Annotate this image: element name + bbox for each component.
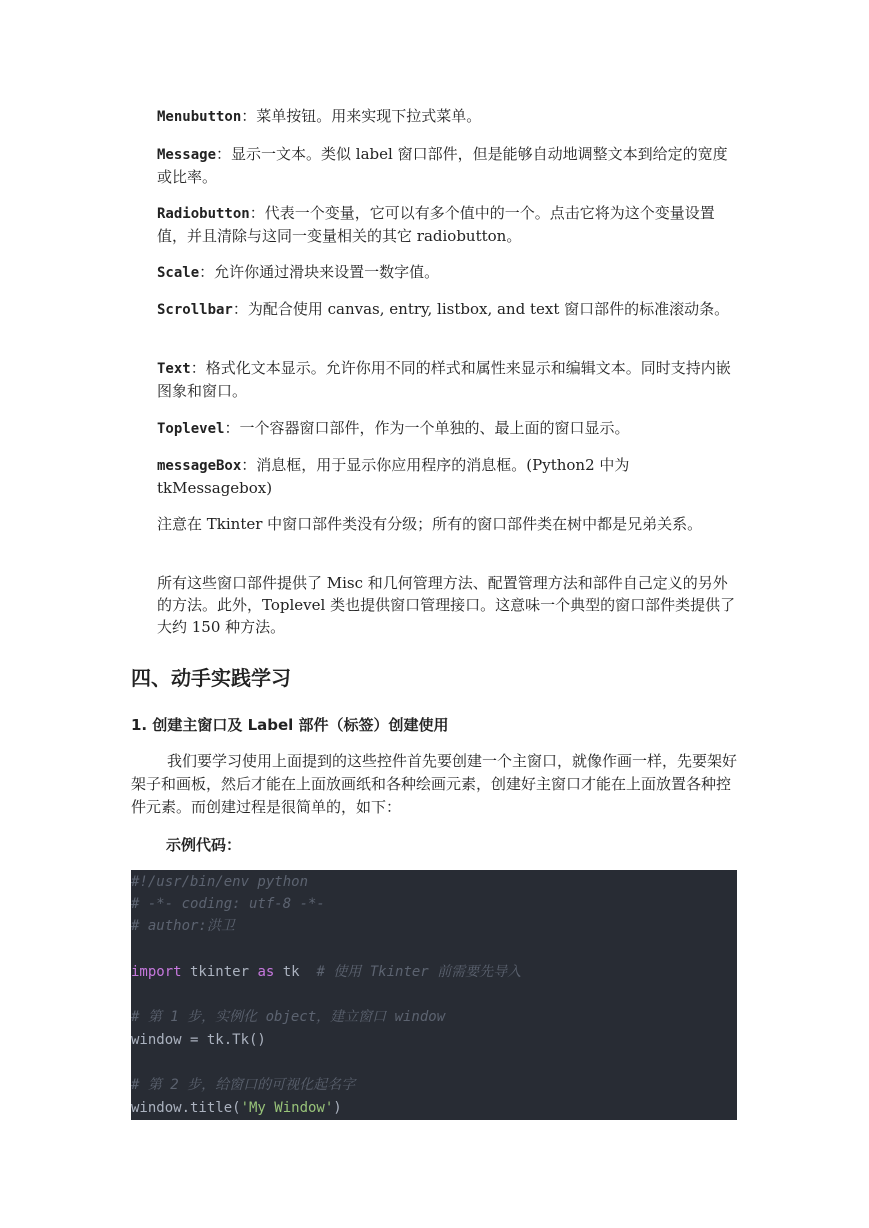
widget-entry-scrollbar	[157, 298, 737, 321]
widget-term: Message	[157, 147, 217, 163]
code-keyword: as	[257, 964, 275, 980]
section-heading: 四、动手实践学习	[131, 666, 291, 690]
note-paragraph: 所有这些窗口部件提供了 Misc 和几何管理方法、配置管理方法和部件自己定义的另外的方法。此外，Toplevel 类也提供窗口管理接口。这意味一个典型的窗口部件类提供了大约 150 种方法。	[157, 574, 736, 636]
body-paragraph: 我们要学习使用上面提到的这些控件首先要创建一个主窗口，就像作画一样，先要架好架子和画板，然后才能在上面放画纸和各种绘画元素，创建好主窗口才能在上面放置各种控件元素。而创建过程是很简单的，如下：	[131, 752, 738, 816]
widget-desc: ：菜单按钮。用来实现下拉式菜单。	[241, 107, 482, 125]
code-text: tk	[274, 964, 317, 980]
widget-desc: ：一个容器窗口部件，作为一个单独的、最上面的窗口显示。	[224, 419, 630, 437]
widget-entry-toplevel	[157, 417, 737, 440]
widget-entry-text	[157, 357, 737, 402]
widget-desc: ：消息框，用于显示你应用程序的消息框。(Python2 中为 tkMessagebox)	[157, 456, 630, 497]
widget-entry-message	[157, 143, 737, 188]
widget-entry-radiobutton	[157, 202, 737, 247]
code-line: # -*- coding: utf-8 -*-	[131, 896, 325, 912]
code-line: # author:洪卫	[131, 918, 235, 934]
code-line: # 第 2 步，给窗口的可视化起名字	[131, 1077, 356, 1093]
code-text: )	[333, 1100, 342, 1116]
widget-term: messageBox	[157, 458, 242, 474]
widget-entry-messagebox	[157, 454, 737, 499]
widget-desc: ：为配合使用 canvas, entry, listbox, and text 窗口部件的标准滚动条。	[232, 300, 730, 318]
widget-term: Scrollbar	[157, 302, 233, 318]
code-line: #!/usr/bin/env python	[131, 874, 309, 890]
sub-heading: 1. 创建主窗口及 Label 部件（标签）创建使用	[131, 716, 449, 734]
code-string: 'My Window'	[240, 1100, 334, 1116]
code-keyword: import	[131, 964, 182, 980]
code-line	[131, 1097, 342, 1119]
widget-term: Scale	[157, 265, 200, 281]
widget-entry-menubutton	[157, 105, 737, 128]
widget-entry-scale	[157, 261, 737, 284]
widget-desc: ：代表一个变量，它可以有多个值中的一个。点击它将为这个变量设置值，并且清除与这同一变量相关的其它 radiobutton。	[157, 204, 715, 245]
example-label: 示例代码：	[166, 836, 242, 854]
code-text: tkinter	[181, 964, 258, 980]
note-paragraph: 注意在 Tkinter 中窗口部件类没有分级；所有的窗口部件类在树中都是兄弟关系。	[157, 515, 703, 533]
widget-term: Toplevel	[157, 421, 225, 437]
widget-desc: ：显示一文本。类似 label 窗口部件，但是能够自动地调整文本到给定的宽度或比率。	[157, 145, 728, 186]
widget-desc: ：格式化文本显示。允许你用不同的样式和属性来显示和编辑文本。同时支持内嵌图象和窗口。	[157, 359, 731, 400]
widget-term: Text	[157, 361, 191, 377]
widget-desc: ：允许你通过滑块来设置一数字值。	[199, 263, 440, 281]
code-text: window.title(	[131, 1100, 241, 1116]
code-line	[131, 961, 521, 983]
widget-term: Radiobutton	[157, 206, 250, 222]
code-line: window = tk.Tk()	[131, 1032, 266, 1048]
widget-term: Menubutton	[157, 109, 242, 125]
code-comment: # 使用 Tkinter 前需要先导入	[316, 964, 522, 980]
code-line: # 第 1 步，实例化 object，建立窗口 window	[131, 1009, 446, 1025]
code-block	[131, 870, 737, 1120]
